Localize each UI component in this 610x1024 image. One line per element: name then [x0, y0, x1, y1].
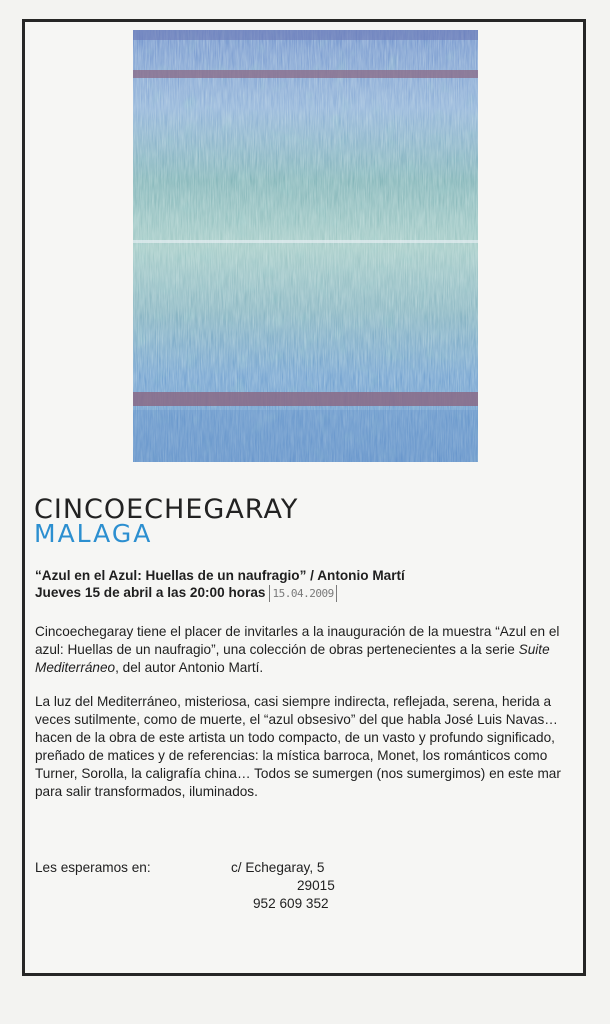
artwork-image: [133, 30, 478, 462]
intro-text-1: Cincoechegaray tiene el placer de invitarles a la inauguración de la muestra “Azul en el azul: Huellas de un naufragio”, una colección de obras pertenecientes a la serie: [35, 624, 560, 657]
contact-block: [35, 859, 575, 919]
event-date-line: [35, 584, 405, 602]
invitation-frame: [22, 19, 586, 976]
contact-postal-code: 29015: [297, 878, 335, 893]
intro-paragraph: [35, 623, 575, 677]
date-stamp: 15.04.2009: [269, 585, 336, 602]
contact-label: Les esperamos en:: [35, 860, 151, 875]
event-title: “Azul en el Azul: Huellas de un naufragio” / Antonio Martí: [35, 568, 405, 583]
event-date: Jueves 15 de abril a las 20:00 horas: [35, 585, 266, 600]
description-paragraph: La luz del Mediterráneo, misteriosa, casi siempre indirecta, reflejada, serena, herida a veces sutilmente, como de muerte, el “azul obsesivo” del que habla José Luis Navas… hacen de la obra de este artista un todo compacto, de un vasto y profundo significado, preñado de matices y de referencias: la mística barroca, Monet, los románticos como Turner, Sorolla, la caligrafía china… Todos se sumergen (nos sumergimos) en este mar para salir transformados, iluminados.: [35, 694, 561, 799]
gallery-logo: [34, 496, 298, 546]
event-heading: [35, 567, 405, 602]
logo-line-cincoechegaray: CINCOECHEGARAY: [34, 494, 299, 525]
series-name: Suite Mediterráneo: [35, 642, 550, 675]
intro-text-2: , del autor Antonio Martí.: [115, 660, 264, 675]
contact-address: c/ Echegaray, 5: [231, 860, 325, 875]
logo-line-malaga: MALAGA: [34, 519, 153, 548]
contact-phone: 952 609 352: [253, 896, 329, 911]
